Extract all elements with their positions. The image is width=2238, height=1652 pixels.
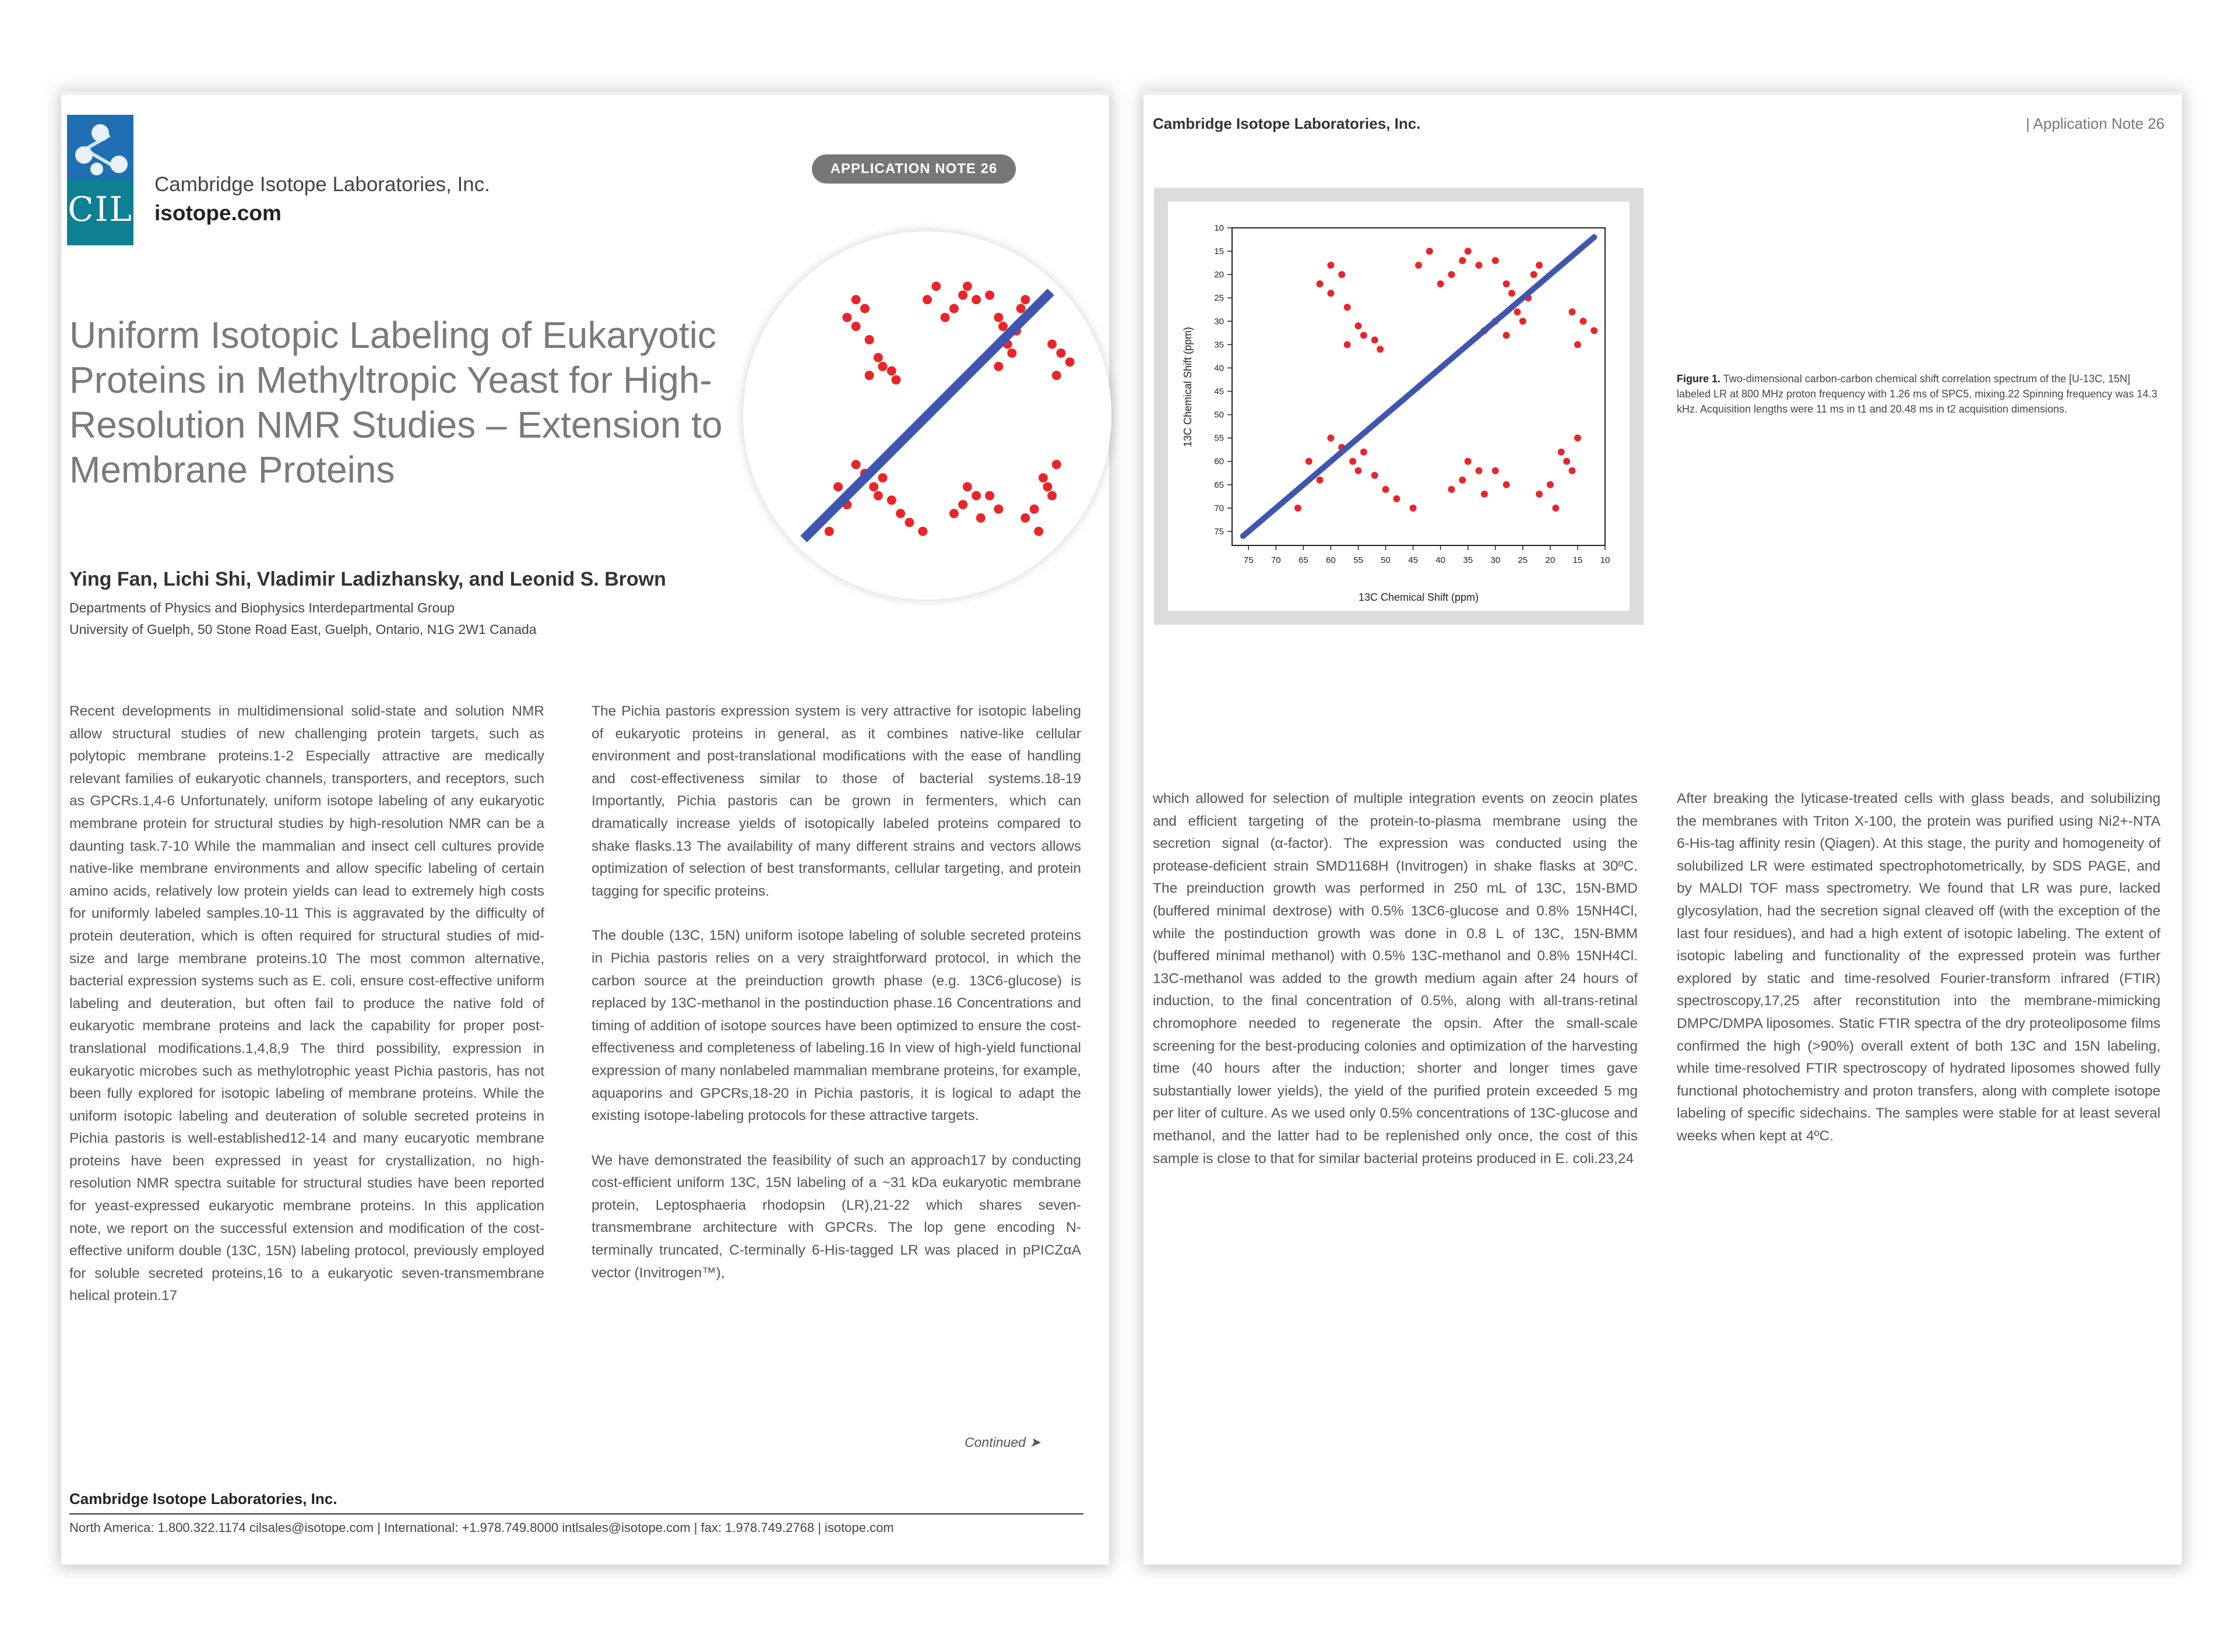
cross-peak-point <box>851 322 861 331</box>
cross-peak-point <box>1007 348 1016 358</box>
y-axis-label: 13C Chemical Shift (ppm) <box>1182 326 1194 448</box>
page-top-line <box>1143 91 2182 95</box>
cross-peak-point <box>1043 482 1052 491</box>
x-tick-label: 55 <box>1353 555 1363 565</box>
affiliation-line-2: University of Guelph, 50 Stone Road East, Guelph, Ontario, N1G 2W1 Canada <box>69 622 537 637</box>
cross-peak-point <box>887 367 896 376</box>
paragraph: We have demonstrated the feasibility of such an approach17 by conducting cost-efficient uniform 13C, 15N labeling of a ~31 kDa eukaryotic membrane protein, Leptosphaeria rhodopsin (LR),21-22 which shares seven-transmembrane architecture with GPCRs. The lop gene encoding N-terminally truncated, C-terminally 6-His-tagged LR was placed in pPICZαA vector (Invitrogen™), <box>592 1152 1081 1281</box>
cross-peak-point <box>1569 467 1576 474</box>
cross-peak-point <box>1047 491 1057 501</box>
website-link[interactable]: isotope.com <box>154 201 281 225</box>
cross-peak-point <box>1371 472 1378 479</box>
cross-peak-point <box>1530 271 1537 278</box>
cross-peak-point <box>1382 486 1389 493</box>
x-tick-label: 10 <box>1600 555 1610 565</box>
x-tick-label: 70 <box>1271 555 1281 565</box>
cross-peak-point <box>1052 371 1061 380</box>
diagonal-series-line <box>1243 237 1594 536</box>
cross-peak-point <box>972 295 981 304</box>
continued-link[interactable]: Continued ➤ <box>965 1435 1041 1450</box>
cross-peak-point <box>1574 341 1581 348</box>
cross-peak-point <box>1536 262 1543 269</box>
cross-peak-point <box>874 353 883 362</box>
affiliation <box>69 597 537 640</box>
y-tick-label: 25 <box>1214 293 1224 304</box>
cross-peak-point <box>1514 308 1521 315</box>
figure-caption <box>1677 371 2160 417</box>
spectrum-preview <box>752 241 1102 590</box>
cross-peak-point <box>1437 280 1444 287</box>
cross-peak-point <box>874 491 883 501</box>
paragraph: The Pichia pastoris expression system is very attractive for isotopic labeling of eukaryotic proteins in general, as it combines native-like cellular environment and post-translational modifications with the ease of handling and cost-effectiveness similar to those of bacterial systems.18-19 Importantly, Pichia pastoris can be grown in fermenters, which can dramatically increase yields of isotopically labeled proteins compared to shake flasks.13 The availability of many different strains and vectors allows optimization of selection of best transformants, cellular targeting, and protein tagging for specific proteins. <box>592 703 1081 899</box>
cross-peak-point <box>1360 332 1367 339</box>
y-tick-label: 10 <box>1214 223 1224 233</box>
y-tick-label: 60 <box>1214 456 1224 467</box>
cross-peak-point <box>1354 322 1361 329</box>
paragraph: After breaking the lyticase-treated cells with glass beads, and solubilizing the membranes with Triton X-100, the protein was purified using Ni2+-NTA 6-His-tag affinity resin (Qiagen). At this stage, the purity and homogeneity of solubilized LR were estimated spectrophotometrically, by SDS PAGE, and by MALDI TOF mass spectrometry. We found that LR was pure, lacked glycosylation, had the secretion signal cleaved off (with the exception of the last four residues), and had a high extent of isotopic labeling. The extent of isotopic labeling and functionality of the expressed protein was further explored by static and time-resolved Fourier-transform infrared (FTIR) spectroscopy,17,25 after reconstitution into the membrane-mimicking DMPC/DMPA liposomes. Static FTIR spectra of the dry proteoliposome films confirmed the high (>90%) overall extent of both 13C and 15N labeling, while time-resolved FTIR spectroscopy of hydrated liposomes showed fully functional photochemistry and proton transfers, along with complete isotope labeling of specific sidechains. The samples were stable for at least several weeks when kept at 4ºC. <box>1677 791 2160 1144</box>
cross-peak-point <box>985 491 994 501</box>
cross-peak-point <box>1344 341 1351 348</box>
cross-peak-point <box>1021 295 1030 304</box>
cross-peak-point <box>1508 290 1515 297</box>
cross-peak-point <box>1574 435 1581 442</box>
cross-peak-point <box>1459 477 1466 484</box>
cross-peak-point <box>1393 495 1400 502</box>
page1-column-2 <box>592 700 1081 1306</box>
x-tick-label: 45 <box>1408 555 1418 565</box>
x-tick-label: 40 <box>1435 555 1445 565</box>
cross-peak-point <box>825 527 834 536</box>
cross-peak-point <box>1558 449 1565 456</box>
paragraph: which allowed for selection of multiple integration events on zeocin plates and efficient targeting of the protein-to-plasma membrane using the secretion signal (α-factor). The expression was conducted using the protease-deficient strain SMD1168H (Invitrogen) in shake flasks at 30ºC. The preinduction growth was performed in 250 mL of 13C, 15N-BMD (buffered minimal dextrose) with 0.5% 13C6-glucose and 0.8% 15NH4Cl, while the postinduction growth was done in 0.8 L of 13C, 15N-BMM (buffered minimal methanol) with 0.5% 13C-methanol and 0.8% 15NH4Cl. 13C-methanol was added to the growth medium again after 24 hours of induction, to the final concentration of 0.5%, along with all-trans-retinal chromophore needed to regenerate the opsin. After the small-scale screening for the best-producing colonies and optimization of the harvesting time (40 hours after the induction; shorter and longer times gave substantially lower yields), the yield of the purified protein exceeded 5 mg per liter of culture. As we used only 0.5% concentrations of 13C-glucose and methanol, and the latter had to be replenished only once, the cost of this sample is close to that for similar bacterial proteins produced in E. coli.23,24 <box>1153 791 1638 1167</box>
cross-peak-point <box>1481 491 1488 498</box>
x-tick-label: 25 <box>1518 555 1528 565</box>
cross-peak-point <box>1360 449 1367 456</box>
cross-peak-point <box>1426 248 1433 255</box>
cross-peak-point <box>958 291 967 300</box>
cross-peak-point <box>869 482 878 491</box>
y-tick-label: 35 <box>1214 340 1224 350</box>
cross-peak-point <box>865 371 874 380</box>
cross-peak-point <box>865 335 874 344</box>
company-name: Cambridge Isotope Laboratories, Inc. <box>154 173 490 196</box>
y-tick-label: 75 <box>1214 526 1224 537</box>
figure-panel <box>1168 202 1630 611</box>
cross-peak-point <box>1349 458 1356 465</box>
x-axis-label: 13C Chemical Shift (ppm) <box>1358 591 1479 603</box>
spectrum-circle-figure <box>743 231 1111 600</box>
cross-peak-point <box>1476 262 1483 269</box>
cross-peak-point <box>1354 467 1361 474</box>
header-company: Cambridge Isotope Laboratories, Inc. <box>1153 115 1421 132</box>
cross-peak-point <box>1492 257 1499 264</box>
y-tick-label: 40 <box>1214 363 1224 374</box>
cross-peak-point <box>1327 435 1334 442</box>
cross-peak-point <box>1503 481 1510 488</box>
page-1 <box>61 91 1109 1565</box>
cross-peak-point <box>851 460 861 469</box>
footer-divider <box>69 1513 1083 1514</box>
cross-peak-point <box>1503 280 1510 287</box>
x-tick-label: 30 <box>1490 555 1501 565</box>
cross-peak-point <box>1344 304 1351 311</box>
cross-peak-point <box>1338 271 1345 278</box>
cross-peak-point <box>1039 473 1048 482</box>
cross-peak-point <box>1056 348 1065 358</box>
cross-peak-point <box>833 482 843 491</box>
cross-peak-point <box>1563 458 1570 465</box>
page1-column-1 <box>69 700 544 1330</box>
cross-peak-point <box>878 473 888 482</box>
cross-peak-point <box>1503 332 1510 339</box>
cross-peak-point <box>985 291 994 300</box>
cross-peak-point <box>1317 477 1324 484</box>
cross-peak-point <box>1415 262 1422 269</box>
cross-peak-point <box>1569 308 1576 315</box>
cross-peak-point <box>976 513 986 523</box>
cross-peak-point <box>963 482 972 491</box>
cross-peak-point <box>994 362 1003 371</box>
cross-peak-point <box>918 527 927 536</box>
nmr-correlation-chart <box>1168 202 1630 611</box>
cross-peak-point <box>963 281 972 291</box>
x-tick-label: 15 <box>1572 555 1583 565</box>
cross-peak-point <box>851 295 861 304</box>
cross-peak-point <box>1377 346 1384 353</box>
cross-peak-point <box>891 375 900 385</box>
y-tick-label: 70 <box>1214 503 1224 513</box>
caption-label: Figure 1. <box>1677 373 1721 385</box>
cross-peak-point <box>1294 505 1301 512</box>
cross-peak-point <box>1021 513 1030 523</box>
cross-peak-point <box>1065 357 1075 367</box>
paper-title: Uniform Isotopic Labeling of Eukaryotic Proteins in Methyltropic Yeast for High-Resolution NMR Studies – Extension to Membrane Proteins <box>69 314 723 491</box>
cross-peak-point <box>887 495 896 505</box>
cross-peak-point <box>1016 304 1026 313</box>
y-tick-label: 20 <box>1214 270 1224 280</box>
page2-column-2 <box>1677 788 2160 1170</box>
application-note-badge: APPLICATION NOTE 26 <box>812 154 1016 184</box>
cross-peak-point <box>1327 290 1334 297</box>
chart-marks <box>1243 237 1597 536</box>
figure-frame <box>1154 188 1644 625</box>
y-tick-label: 50 <box>1214 410 1224 420</box>
cross-peak-point <box>1465 458 1472 465</box>
x-tick-label: 50 <box>1381 555 1391 565</box>
cross-peak-point <box>860 304 870 313</box>
footer-contact: North America: 1.800.322.1174 cilsales@isotope.com | International: +1.978.749.8000 intlsales@isotope.com | fax: 1.978.749.2768 | isotope.com <box>69 1520 894 1535</box>
cross-peak-point <box>941 313 950 322</box>
cross-peak-point <box>1448 271 1455 278</box>
cross-peak-point <box>1306 458 1312 465</box>
cross-peak-point <box>878 362 888 371</box>
paragraph: Recent developments in multidimensional solid-state and solution NMR allow structural studies of new challenging protein targets, such as polytopic membrane proteins.1-2 Especially attractive are medically relevant families of eukaryotic channels, transporters, and receptors, such as GPCRs.1,4-6 Unfortunately, uniform isotope labeling of any eukaryotic membrane protein for structural studies by high-resolution NMR can be a daunting task.7-10 While the mammalian and insect cell cultures provide native-like membrane environments and allow specific labeling of certain amino acids, relatively low protein yields can lead to extremely high costs for uniformly labeled samples.10-11 This is aggravated by the difficulty of protein deuteration, which is often required for structural studies of mid-size and large membrane proteins.10 The most common alternative, bacterial expression systems such as E. coli, ensure cost-effective uniform labeling and deuteration, but often fail to produce the native fold of eukaryotic membrane proteins and lack the capability for proper post-translational modifications.1,4,8,9 The third possibility, expression in eukaryotic microbes such as methylotrophic yeast Pichia pastoris, has not been fully explored for isotopic labeling of membrane proteins. While the uniform isotopic labeling and deuteration of soluble secreted proteins in Pichia pastoris is well-established12-14 and many eucaryotic membrane proteins have been expressed in yeast for crystallization, no high-resolution NMR spectra suitable for structural studies have been reported for yeast-expressed eukaryotic membrane proteins. In this application note, we report on the successful extension and modification of the cost-effective uniform double (13C, 15N) labeling protocol, previously employed for soluble secreted proteins,16 to a eukaryotic seven-transmembrane helical protein.17 <box>69 703 544 1304</box>
cross-peak-point <box>1547 481 1554 488</box>
paragraph: The double (13C, 15N) uniform isotope labeling of soluble secreted proteins in Pichia pastoris relies on a very straightforward protocol, in which the carbon source at the preinduction growth phase (e.g. 13C6-glucose) is replaced by 13C-methanol in the postinduction phase.16 Concentrations and timing of addition of isotope sources have been optimized to ensure the cost-effectiveness and completeness of labeling.16 In view of high-yield functional expression of many nonlabeled mammalian membrane proteins, for example, aquaporins and GPCRs,18-20 in Pichia pastoris, it is logical to adapt the existing isotope-labeling protocols for these attractive targets. <box>592 928 1081 1124</box>
cross-peak-point <box>949 509 959 518</box>
cross-peak-point <box>1459 257 1466 264</box>
cross-peak-point <box>958 500 967 509</box>
cross-peak-point <box>998 322 1008 331</box>
cross-peak-point <box>1410 505 1417 512</box>
authors: Ying Fan, Lichi Shi, Vladimir Ladizhansky, and Leonid S. Brown <box>69 568 666 590</box>
cross-peak-point <box>1448 486 1455 493</box>
x-tick-label: 20 <box>1545 555 1556 565</box>
cross-peak-point <box>1579 318 1586 325</box>
cross-peak-point <box>1465 248 1472 255</box>
cross-peak-point <box>994 313 1003 322</box>
logo-molecule-icon <box>67 115 133 179</box>
page-2 <box>1143 91 2182 1565</box>
y-tick-label: 65 <box>1214 480 1224 490</box>
x-tick-label: 75 <box>1243 555 1254 565</box>
cross-peak-point <box>1476 467 1483 474</box>
page-top-line <box>61 91 1109 95</box>
cross-peak-point <box>896 509 905 518</box>
cross-peak-point <box>1030 505 1039 514</box>
cross-peak-point <box>1317 280 1324 287</box>
cross-peak-point <box>923 295 932 304</box>
cross-peak-point <box>1590 327 1597 334</box>
x-tick-label: 65 <box>1299 555 1308 565</box>
cross-peak-point <box>949 304 959 313</box>
cross-peak-point <box>1519 318 1526 325</box>
cross-peak-point <box>1047 340 1057 349</box>
cross-peak-point <box>1536 491 1543 498</box>
cross-peak-point <box>1371 336 1378 343</box>
y-tick-label: 30 <box>1214 316 1224 327</box>
cross-peak-point <box>931 281 941 291</box>
page2-column-1 <box>1153 788 1638 1192</box>
header-application-note: | Application Note 26 <box>2025 115 2165 132</box>
cross-peak-point <box>1492 467 1499 474</box>
cross-peak-point <box>1327 262 1334 269</box>
logo-letters: CIL <box>68 189 133 229</box>
cross-peak-point <box>1034 527 1043 536</box>
cross-peak-point <box>1552 505 1559 512</box>
cross-peak-point <box>994 505 1003 514</box>
y-tick-label: 55 <box>1214 433 1224 443</box>
y-tick-label: 15 <box>1214 246 1224 257</box>
caption-text: Two-dimensional carbon-carbon chemical shift correlation spectrum of the [U-13C, 15N] labeled LR at 800 MHz proton frequency with 1.26 ms of SPC5, mixing.22 Spinning frequency was 14.3 kHz. Acquisition lengths were 11 ms in t1 and 20.48 ms in t2 acquisition dimensions. <box>1677 373 2158 415</box>
cross-peak-point <box>972 491 981 501</box>
footer-company: Cambridge Isotope Laboratories, Inc. <box>69 1490 337 1507</box>
affiliation-line-1: Departments of Physics and Biophysics Interdepartmental Group <box>69 600 455 615</box>
y-tick-label: 45 <box>1214 386 1224 397</box>
cross-peak-point <box>842 313 851 322</box>
x-tick-label: 60 <box>1326 555 1336 565</box>
cross-peak-point <box>1052 460 1061 469</box>
x-tick-label: 35 <box>1463 555 1473 565</box>
cross-peak-point <box>905 518 914 527</box>
cil-logo <box>67 115 133 245</box>
